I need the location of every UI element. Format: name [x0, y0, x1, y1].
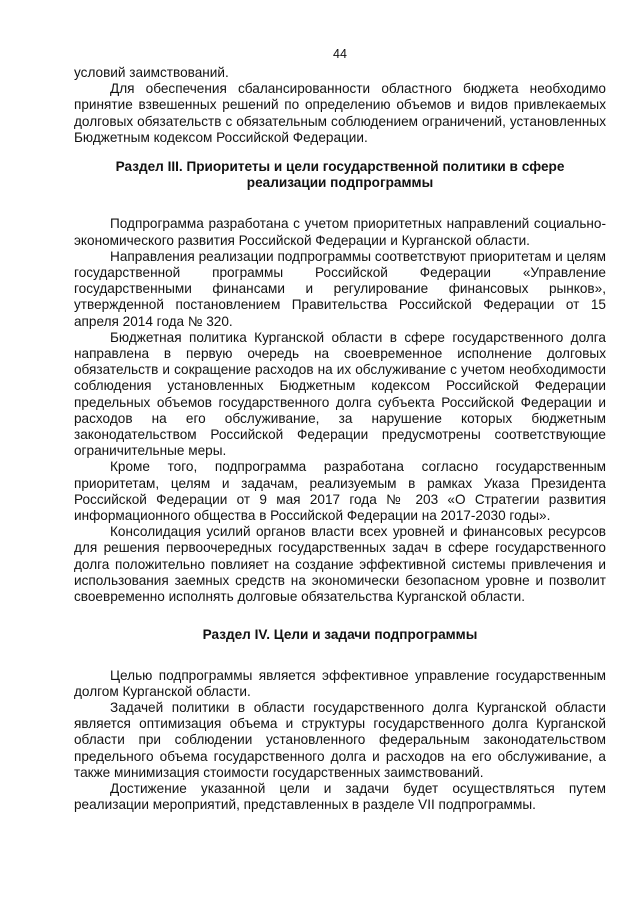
paragraph-goal: Целью подпрограммы является эффективное управление государственным долгом Курганской области. — [74, 667, 606, 699]
paragraph-achievement: Достижение указанной цели и задачи будет осуществляться путем реализации мероприятий, представленных в разделе VII подпрограммы. — [74, 780, 606, 813]
paragraph-directions: Направления реализации подпрограммы соответствуют приоритетам и целям государственной программы Российской Федерации «Управление государственными финансами и регулирование финансовых рынков», утвержденной постановлением Правительства Российской Федерации от 15 апреля 2014 года № 320. — [74, 248, 606, 329]
page-number: 44 — [333, 47, 347, 61]
paragraph-budget-policy: Бюджетная политика Курганской области в сфере государственного долга направлена в первую очередь на своевременное исполнение долговых обязательств и сокращение расходов на их обслуживание с учетом необходимости соблюдения установленных Бюджетным кодексом Российской Федерации предельных объемов государственного долга субъекта Российской Федерации и расходов на его обслуживание, за нарушение которых бюджетным законодательством Российской Федерации предусмотрены соответствующие ограничительные меры. — [74, 329, 606, 459]
paragraph-consolidation: Консолидация усилий органов власти всех уровней и финансовых ресурсов для решения первоочередных государственных задач в сфере государственного долга положительно повлияет на создание эффективной системы привлечения и использования заемных средств на экономически безопасном уровне и позволит своевременно исполнять долговые обязательства Курганской области. — [74, 524, 606, 605]
section-3-heading: Раздел III. Приоритеты и цели государственной политики в сфере реализации подпрограммы — [115, 159, 565, 191]
document-body — [74, 65, 606, 813]
paragraph-moreover: Кроме того, подпрограмма разработана согласно государственным приоритетам, целям и задачам, реализуемым в рамках Указа Президента Российской Федерации от 9 мая 2017 года № 203 «О Стратегии развития информационного общества в Российской Федерации на 2017-2030 годы». — [74, 459, 606, 524]
paragraph-budget-balance: Для обеспечения сбалансированности областного бюджета необходимо принятие взвешенных решений по определению объемов и видов привлекаемых долговых обязательств с обязательным соблюдением ограничений, установленных Бюджетным кодексом Российской Федерации. — [74, 81, 606, 145]
section-4-heading: Раздел IV. Цели и задачи подпрограммы — [202, 627, 478, 643]
paragraph-task: Задачей политики в области государственного долга Курганской области является оптимизация объема и структуры государственного долга Курганской области при соблюдении установленного федеральным законодательством предельного объема государственного долга и расходов на его обслуживание, а также минимизация стоимости государственных заимствований. — [74, 699, 606, 780]
paragraph-subprogram-developed: Подпрограмма разработана с учетом приоритетных направлений социально-экономического развития Российской Федерации и Курганской области. — [74, 216, 606, 248]
paragraph-continuation: условий заимствований. — [74, 65, 229, 80]
